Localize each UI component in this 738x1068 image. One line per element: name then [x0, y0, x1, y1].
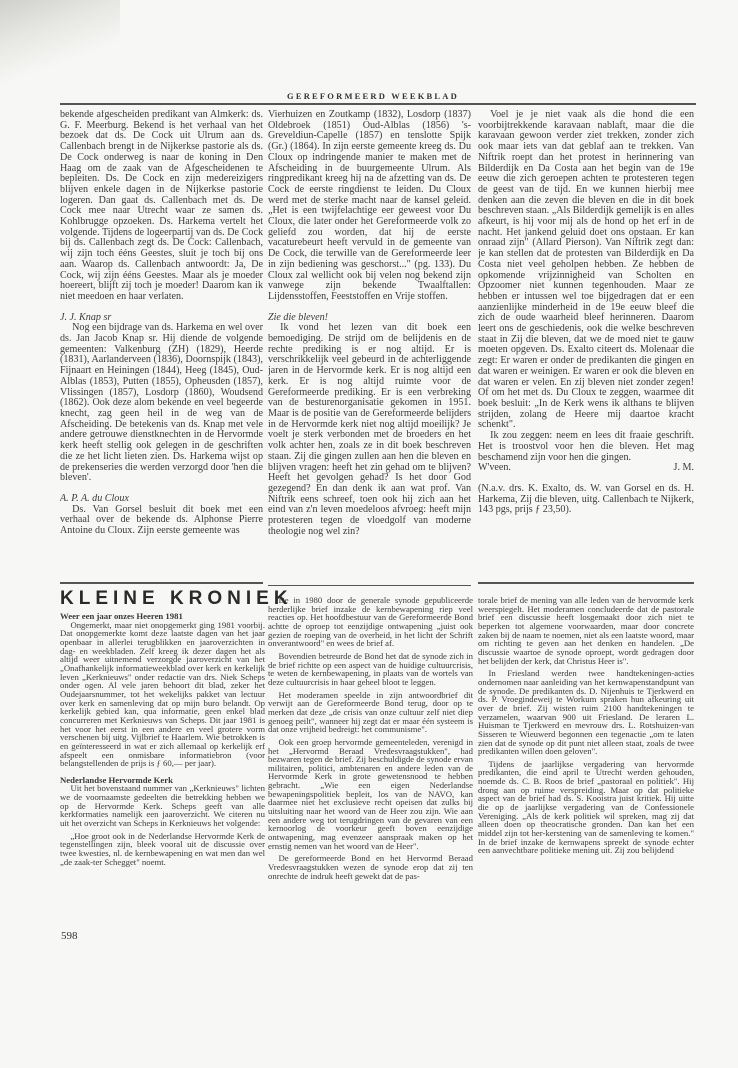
section-rule-1 — [60, 582, 263, 584]
paragraph: De in 1980 door de generale synode gepubliceerde herderlijke brief inzake de kernbewapening riep veel reacties op. Het hoofdbestuur van de Gereformeerde Bond achtte de oproep tot eenzijdige ontwapening „juist ook gezien de roeping van de overheid, in het licht der Schrift onverantwoord" en wees de brief af. — [268, 596, 473, 649]
paragraph: Nog een bijdrage van ds. Harkema en wel over ds. Jan Jacob Knap sr. Hij diende de volgende gemeenten: Valkenburg (ZH) (1829), Heerde (1831), Aarlanderveen (1836), Doornspijk (1843), Fijnaart en Heiningen (1844), Heeg (1845), Oud-Alblas (1853), Putten (1855), Opheusden (1857), Vlissingen (1857), Losdorp (1860), Woudsend (1862). Ook deze alom bekende en veel begeerde knecht, zag geen heil in de weg van de Afscheiding. De betekenis van ds. Knap met vele andere getrouwe dienstknechten in de Hervormde kerk heeft stellig ook gelegen in de geschriften die ze het licht lieten zien. Ds. Harkema wijst op de prekenseries die werden verzorgd door 'hen die bleven'. — [60, 322, 263, 484]
signature-line — [478, 463, 694, 474]
signature-initials: J. M. — [673, 462, 694, 474]
paragraph: „Hoe groot ook in de Nederlandse Hervormde Kerk de tegenstellingen zijn, bleek vooral uit de discussie over twee kwesties, nl. de kernbewapening en wat men dan wel „de zaak-ter Schegget" noemt. — [60, 830, 265, 867]
paragraph: torale brief de mening van alle leden van de hervormde kerk weerspiegelt. Het moderamen concludeerde dat de pastorale brief een discussie heeft losgemaakt door zich niet te beperken tot algemene voorwaarden, maar door concrete zaken bij de naam te noemen, niet als een laatste woord, maar om richting te geven aan het denken en handelen. „De discussie waartoe de synode oproept, wordt gedragen door het belijden der kerk, dat Christus Heer is". — [478, 596, 694, 666]
subheading: Nederlandse Hervormde Kerk — [60, 774, 173, 785]
section-rule-3 — [478, 582, 694, 584]
kroniek-column-1 — [60, 604, 265, 929]
paragraph: Ds. Van Gorsel besluit dit boek met een verhaal over de bekende ds. Alphonse Pierre Antoine du Cloux. Zijn eerste gemeente was — [60, 503, 263, 537]
signature-place: W'veen. — [478, 462, 511, 474]
book-reference-note: (N.a.v. drs. K. Exalto, ds. W. van Gorsel en ds. H. Harkema, Zij die bleven, uitg. Callenbach te Nijkerk, 143 pgs, prijs ƒ 23,50). — [478, 482, 694, 516]
paragraph: bekende afgescheiden predikant van Almkerk: ds. G. F. Meerburg. Bekend is het verhaal van het bezoek dat ds. De Cock uit Ulrum aan ds. Callenbach brengt in de Nijkerkse pastorie als ds. De Cock onderweg is naar de koning in Den Haag om de zaak van de Afgescheidenen te bepleiten. Ds. De Cock en zijn medereizigers blijven enkele dagen in de Nijkerkse pastorie logeren. Dan gaat ds. Callenbach met ds. De Cock mee naar Utrecht waar ze samen ds. Kohlbrugge opzoeken. Ds. Harkema vertelt het volgende. Tijdens de logeerpartij van ds. De Cock bij ds. Callenbach zegt ds. De Cock: Callenbach, wij zijn toch ééns Geestes, sluit je toch bij ons aan. Waarop ds. Callenbach antwoordt: Ja, De Cock, wij zijn ééns Geestes. Maar als je moeder hoereert, blijft zij toch je moeder! Daarom kan ik niet meedoen en haar verlaten. — [60, 110, 263, 302]
paragraph: Ik vond het lezen van dit boek een bemoediging. De strijd om de belijdenis en de rechte prediking is er nog altijd. Er is verschrikkelijk veel gebeurd in de achterliggende jaren in de Hervormde kerk. Er is nog altijd een kerk. Er is nog altijd ruimte voor de Gereformeerde prediking. Er is een verbreking van de besturenorganisatie gekomen in 1951. Maar is de positie van de Gereformeerde belijders in de Hervormde kerk niet nog altijd moeilijk? Je voelt je sterk verbonden met de broeders en het volk achter hen, zoals ze in dit boek beschreven staan. Zij die gingen zullen aan hen die bleven en blijven vragen: heeft het zin gehad om te blijven? Heeft het gevolgen gehad? Is het door God gezegend? En dan denk ik aan wat prof. Van Niftrik eens schreef, toen ook hij zich aan het eind van z'n leven moedeloos afvroeg: heeft mijn protesteren tegen de vloedgolf van moderne theologie nog wel zin? — [268, 322, 471, 537]
header-rule — [60, 103, 696, 105]
page-curl-shadow — [0, 0, 120, 100]
article-column-1 — [60, 110, 263, 580]
kroniek-column-3 — [478, 596, 694, 936]
paragraph: Het moderamen speelde in zijn antwoordbrief dit verwijt aan de Gereformeerde Bond terug, door op te merken dat deze „de crisis van onze cultuur zelf niet diep genoeg peilt", wanneer hij zegt dat er maar één systeem is dat onze vrijheid bedreigt: het communisme". — [268, 689, 473, 735]
article-column-3 — [478, 110, 694, 580]
paragraph: Vierhuizen en Zoutkamp (1832), Losdorp (1837) Oldebroek (1851) Oud-Alblas (1856) 's-Greveldiun-Capelle (1857) en tenslotte Spijk (Gr.) (1864). In zijn eerste gemeente kreeg ds. Du Cloux op indringende manier te maken met de Afscheiding in de buurgemeente Ulrum. Als ringpredikant kreeg hij na de afzetting van ds. De Cock de eerste ringdienst te leiden. Du Cloux werd met de sterke macht naar de kansel geleid. „Het is een twijfelachtige eer geweest voor Du Cloux, die later onder het Gereformeerde volk zo geliefd zou worden, dat hij de eerste vacaturebeurt heeft vervuld in de gemeente van De Cock, die terwille van de Gereformeerde leer in zijn bediening was geschorst..." (pg. 133). Du Cloux zal wellicht ook bij velen nog bekend zijn vanwege zijn bekende Twaalftallen: Lijdensstoffen, Feeststoffen en Vrije stoffen. — [268, 110, 471, 302]
paragraph: Voel je je niet vaak als die hond die een voorbijtrekkende karavaan nablaft, maar die die karavaan gewoon verder ziet trekken, zonder zich ook maar iets van dat geblaf aan te trekken. Van Niftrik roept dan het protest in herinnering van Bilderdijk en Da Costa aan het begin van de 19e eeuw die zich geroepen achten te protesteren tegen de geest van de tijd. En we kunnen hierbij mee denken aan die zeven die bleven en die in dit boek beschreven staan. „Als Bilderdijk gemelijk is en alles afkeurt, is hij voor mij als de hond op het erf in de nacht. Het jankend geluid doet ons opstaan. Er kan onraad zijn" (Allard Pierson). Van Niftrik zegt dan: je kan stellen dat de protesten van Bilderdijk en Da Costa niet veel geholpen hebben. Ze hebben de opkomende vrijzinnigheid van Scholten en Opzoomer niet kunnen tegenhouden. Maar ze hebben er intussen wel toe bijgedragen dat er een aanzienlijke minderheid in de 19e eeuw bleef die zich de oude waarheid bleef herinneren. Daarom leert ons de geschiedenis, ook die welke beschreven staat in Zij die bleven, dat we de moed niet te gauw moeten opgeven. Ds. Exalto citeert ds. Molenaar die zegt: Er waren er onder de predikanten die gingen en dat waren er weinigen. Er waren er ook die bleven en dat waren er velen. En zij bleven niet zonder zegen! Of om het met ds. Du Cloux te zeggen, waarmee dit boek besluit: „In de Kerk wens ik althans te blijven strijden, zolang de Heere mij daartoe kracht schenkt". — [478, 110, 694, 431]
paragraph: Ongemerkt, maar niet onopgemerkt ging 1981 voorbij. Dat onopgemerkte komt deze laatste dagen van het jaar openbaar in allerlei terugblikken en jaaroverzichten in dag- en weekbladen. Zelf kreeg ik dezer dagen het als altijd weer uitnemend verzorgde jaaroverzicht van het „Onafhankelijk informatieweekblad over kerk en kerkelijk leven „Kerknieuws" onder redactie van drs. Niek Scheps onder ogen. Al vele jaren behoort dit blad, zeker het Oudejaarsnummer, tot het wekelijks pakket van lectuur over kerk en samenleving dat op mijn buro belandt. Op kerkelijk gebied kan, qua informatie, geen enkel blad concurreren met Kerknieuws van Scheps. Dit jaar 1981 is het voor het eerst in een andere en veel grotere vorm verschenen bij uitg. Vijlbrief te Haarlem. Wie betrokken is en geïnteresseerd in wat er zich allemaal op kerkelijk erf afspeelt een onmisbare informatiebron (voor belangstellenden de prijs is ƒ 60,— per jaar). — [60, 619, 265, 769]
paragraph: Bovendien betreurde de Bond het dat de synode zich in de brief richtte op een aspect van de huidige cultuurcrisis, te weten de kernbewapening, in plaats van de wortels van deze cultuurcrisis in haar geheel bloot te leggen. — [268, 650, 473, 687]
subheading: Weer een jaar onzes Heeren 1981 — [60, 611, 183, 621]
page-number: 598 — [61, 930, 78, 942]
subheading: Zie die bleven! — [268, 311, 328, 323]
kroniek-column-2 — [268, 596, 473, 936]
article-column-2 — [268, 110, 471, 582]
section-title: KLEINE KRONIEK — [60, 588, 293, 609]
section-rule-2 — [268, 585, 471, 586]
paragraph: Tijdens de jaarlijkse vergadering van hervormde predikanten, die eind april te Utrecht werden gehouden, noemde ds. C. B. Roos de brief „pastoraal en politiek". Hij drong aan op ruime verspreiding. Maar op dat politieke aspect van de brief had ds. S. Kooistra juist kritiek. Hij uitte die op de jaarlijkse vergadering van de Confessionele Vereniging. „Als de kerk politiek wil spreken, mag zij dat alleen doen op theocratische gronden. Dan kan het een middel zijn tot her-kerstening van de samenleving te komen." In de brief inzake de kernwapens spreekt de synode echter een aanvechtbare politieke mening uit. Zij zou belijdend — [478, 758, 694, 856]
masthead: GEREFORMEERD WEEKBLAD — [287, 91, 459, 101]
subheading: J. J. Knap sr — [60, 311, 112, 323]
paragraph: In Friesland werden twee handtekeningen-acties ondernomen naar aanleiding van het kernwapenstandpunt van de synode. De predikanten ds. D. Nijenhuis te Tjerkwerd en ds. P. Vroegindeweij te Workum spraken hun afkeuring uit over de brief. Zij wisten ruim 2100 handtekeningen te verzamelen, waarvan 900 uit Friesland. De leraren L. Huisman te Tjerkwerd en mevrouw drs. L. Rotshuizen-van Sisseren te Wieuwerd begonnen een tegenactie „om te laten zien dat de synode op dit punt niet alleen staat, zoals de twee predikanten willen doen geloven". — [478, 668, 694, 757]
paragraph: Uit het bovenstaand nummer van „Kerknieuws" lichten we de voornaamste gedeelten die betrekking hebben we op de Hervormde Kerk. Scheps geeft van alle kerkformaties namelijk een jaaroverzicht. We citeren nu uit het overzicht van Scheps in Kerknieuws het volgende: — [60, 783, 265, 829]
paragraph: Ik zou zeggen: neem en lees dit fraaie geschrift. Het is troostvol voor hen die bleven. Het mag beschamend zijn voor hen die gingen. — [478, 430, 694, 463]
paragraph: Ook een groep hervormde gemeenteleden, verenigd in het „Hervormd Beraad Vredesvraagstukken", had bezwaren tegen de brief. Zij beschuldigde de synode ervan militairen, politici, ambtenaren en andere leden van de Hervormde Kerk in grote gewetensnood te hebben gebracht. „Wie een eigen Nederlandse bewapeningspolitiek bepleit, los van de NAVO, kan daarmee niet het exclusieve recht opeisen dat zulks bij uitsluiting naar het woord van de Heer zou zijn. Wie aan een andere weg tot terugdringen van de gevaren van een kernoorlog de voorkeur geeft boven eenzijdige ontwapening, mag evenzeer aanspraak maken op het ernstig nemen van het woord van de Heer". — [268, 736, 473, 851]
paragraph: De gereformeerde Bond en het Hervormd Beraad Vredesvraagstukken wezen de synode erop dat zij ten onrechte de indruk heeft gewekt dat de pas- — [268, 853, 473, 881]
subheading: A. P. A. du Cloux — [60, 492, 129, 504]
